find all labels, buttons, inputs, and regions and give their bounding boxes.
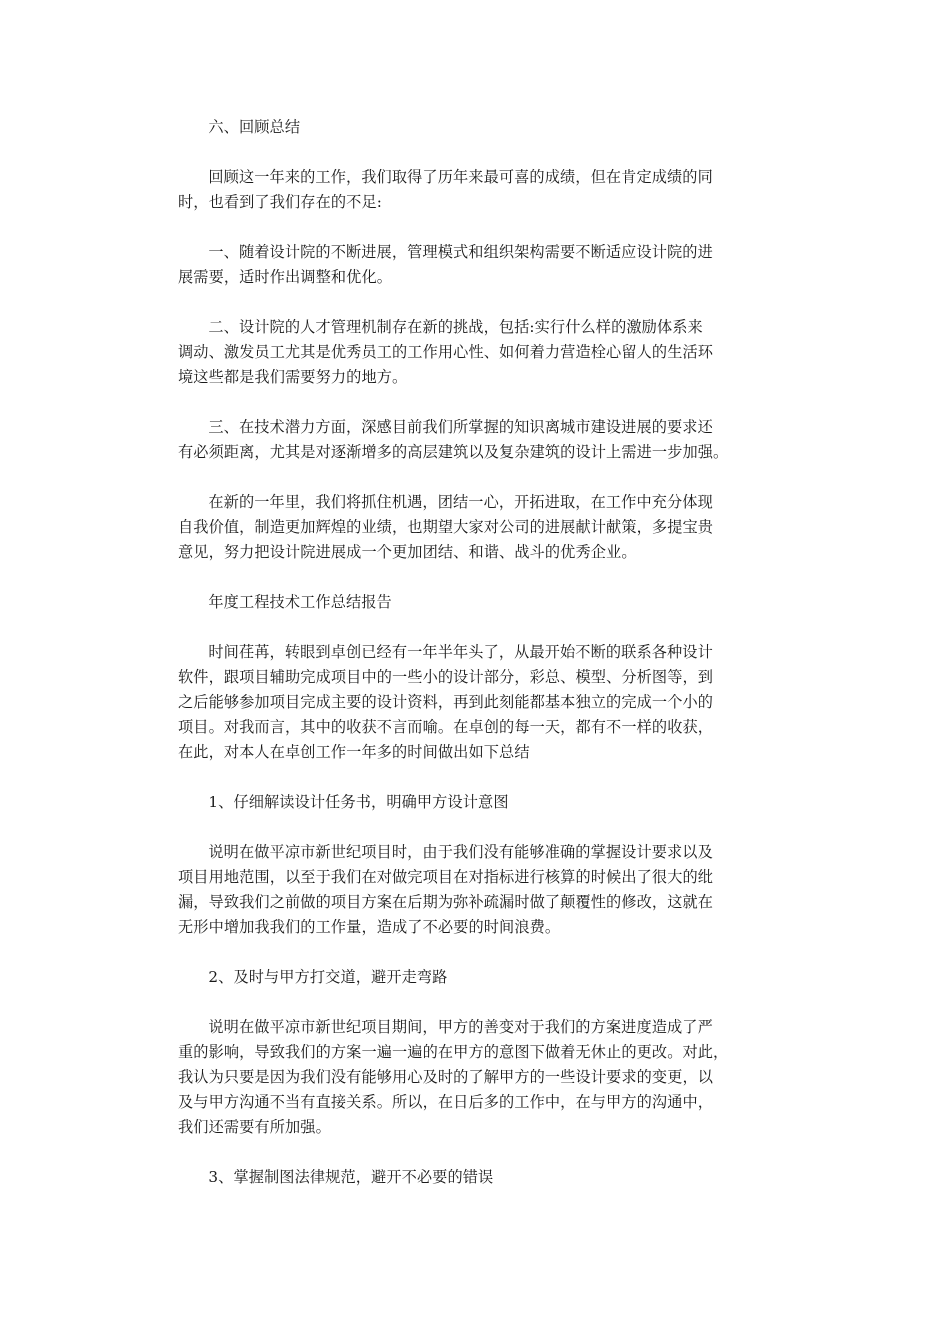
text-line: 一、随着设计院的不断进展，管理模式和组织架构需要不断适应设计院的进: [208, 243, 713, 261]
text-line: 3、掌握制图法律规范，避开不必要的错误: [208, 1168, 494, 1186]
section-heading: [178, 115, 778, 140]
text-line: 1、仔细解读设计任务书，明确甲方设计意图: [208, 793, 509, 811]
text-line: 调动、激发员工尤其是优秀员工的工作用心性、如何着力营造栓心留人的生活环: [178, 343, 714, 361]
paragraph: [178, 490, 778, 565]
text-line: 我们还需要有所加强。: [178, 1118, 331, 1136]
text-line: 时，也看到了我们存在的不足:: [178, 193, 382, 211]
paragraph: [178, 1015, 778, 1140]
text-line: 有必须距离，尤其是对逐渐增多的高层建筑以及复杂建筑的设计上需进一步加强。: [178, 443, 729, 461]
text-line: 时间荏苒，转眼到卓创已经有一年半年头了，从最开始不断的联系各种设计: [208, 643, 713, 661]
text-line: 展需要，适时作出调整和优化。: [178, 268, 393, 286]
text-line: 在此，对本人在卓创工作一年多的时间做出如下总结: [178, 743, 530, 761]
section-heading: [178, 1165, 778, 1190]
text-line: 说明在做平凉市新世纪项目期间，甲方的善变对于我们的方案进度造成了严: [208, 1018, 713, 1036]
text-line: 六、回顾总结: [208, 118, 301, 136]
text-line: 二、设计院的人才管理机制存在新的挑战，包括:实行什么样的激励体系来: [208, 318, 703, 336]
paragraph: [178, 165, 778, 215]
text-line: 自我价值，制造更加辉煌的业绩，也期望大家对公司的进展献计献策，多提宝贵: [178, 518, 714, 536]
text-line: 我认为只要是因为我们没有能够用心及时的了解甲方的一些设计要求的变更，以: [178, 1068, 714, 1086]
paragraph: [178, 315, 778, 390]
text-line: 回顾这一年来的工作，我们取得了历年来最可喜的成绩，但在肯定成绩的同: [208, 168, 713, 186]
text-line: 重的影响，导致我们的方案一遍一遍的在甲方的意图下做着无休止的更改。对此，: [178, 1043, 729, 1061]
text-line: 项目。对我而言，其中的收获不言而喻。在卓创的每一天，都有不一样的收获，: [178, 718, 714, 736]
text-line: 及与甲方沟通不当有直接关系。所以，在日后多的工作中，在与甲方的沟通中，: [178, 1093, 714, 1111]
text-line: 无形中增加我我们的工作量，造成了不必要的时间浪费。: [178, 918, 561, 936]
section-heading: [178, 790, 778, 815]
text-line: 意见，努力把设计院进展成一个更加团结、和谐、战斗的优秀企业。: [178, 543, 637, 561]
text-line: 之后能够参加项目完成主要的设计资料，再到此刻能都基本独立的完成一个小的: [178, 693, 714, 711]
section-heading: [178, 590, 778, 615]
section-heading: [178, 965, 778, 990]
document-body: [178, 115, 778, 1215]
paragraph: [178, 640, 778, 765]
text-line: 漏，导致我们之前做的项目方案在后期为弥补疏漏时做了颠覆性的修改，这就在: [178, 893, 714, 911]
text-line: 年度工程技术工作总结报告: [208, 593, 392, 611]
text-line: 软件，跟项目辅助完成项目中的一些小的设计部分，彩总、模型、分析图等，到: [178, 668, 714, 686]
paragraph: [178, 415, 778, 465]
text-line: 说明在做平凉市新世纪项目时，由于我们没有能够准确的掌握设计要求以及: [208, 843, 713, 861]
text-line: 2、及时与甲方打交道，避开走弯路: [208, 968, 448, 986]
text-line: 项目用地范围，以至于我们在对做完项目在对指标进行核算的时候出了很大的纰: [178, 868, 714, 886]
paragraph: [178, 840, 778, 940]
text-line: 在新的一年里，我们将抓住机遇，团结一心，开拓进取，在工作中充分体现: [208, 493, 713, 511]
text-line: 三、在技术潜力方面，深感目前我们所掌握的知识离城市建设进展的要求还: [208, 418, 713, 436]
paragraph: [178, 240, 778, 290]
text-line: 境这些都是我们需要努力的地方。: [178, 368, 408, 386]
